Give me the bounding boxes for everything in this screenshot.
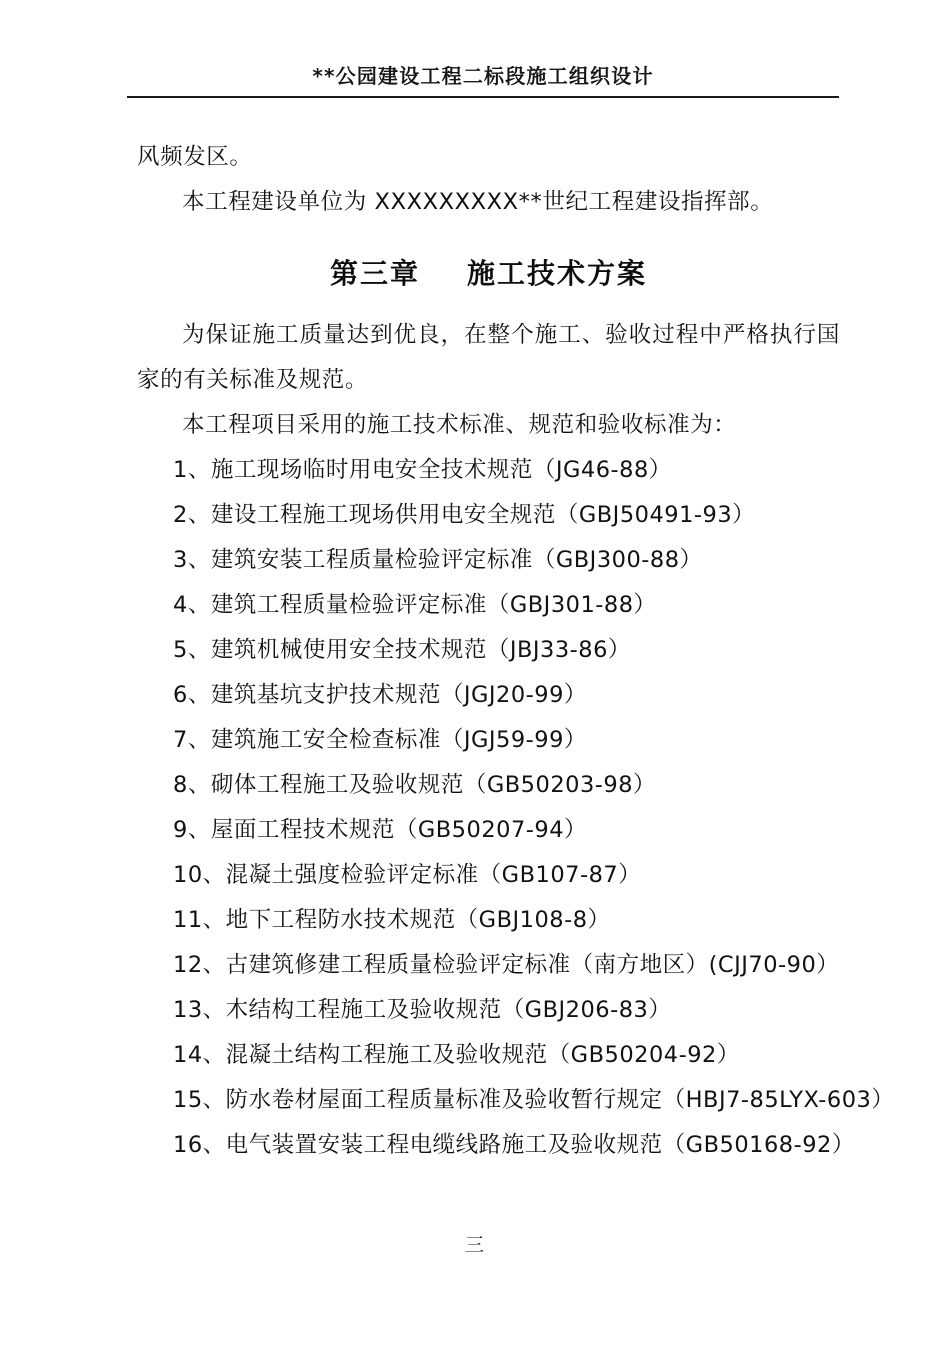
list-item: 6、建筑基坑支护技术规范（JGJ20-99） [173, 682, 587, 708]
list-item: 8、砌体工程施工及验收规范（GB50203-98） [173, 772, 657, 798]
page-number: 三 [464, 1234, 485, 1256]
list-item: 3、建筑安装工程质量检验评定标准（GBJ300-88） [173, 547, 703, 573]
heading-spacer-top [137, 225, 840, 251]
owner-paragraph: 本工程建设单位为 XXXXXXXXX**世纪工程建设指挥部。 [182, 189, 774, 215]
header-title: **公园建设工程二标段施工组织设计 [312, 64, 654, 88]
running-header [127, 62, 839, 98]
list-item: 14、混凝土结构工程施工及验收规范（GB50204-92） [173, 1042, 740, 1068]
chapter-heading: 第三章 施工技术方案 [330, 257, 647, 290]
list-item: 15、防水卷材屋面工程质量标准及验收暂行规定（HBJ7-85LYX-603） [173, 1087, 895, 1113]
list-item: 10、混凝土强度检验评定标准（GB107-87） [173, 862, 642, 888]
list-item: 4、建筑工程质量检验评定标准（GBJ301-88） [173, 592, 657, 618]
quality-paragraph: 为保证施工质量达到优良，在整个施工、验收过程中严格执行国家的有关标准及规范。 [137, 322, 840, 393]
header-divider [127, 96, 839, 98]
list-item: 7、建筑施工安全检查标准（JGJ59-99） [173, 727, 587, 753]
list-item: 11、地下工程防水技术规范（GBJ108-8） [173, 907, 611, 933]
list-item: 12、古建筑修建工程质量检验评定标准（南方地区）(CJJ70-90） [173, 952, 840, 978]
heading-spacer-bottom [137, 297, 840, 313]
list-item: 16、电气装置安装工程电缆线路施工及验收规范（GB50168-92） [173, 1132, 855, 1158]
list-item: 13、木结构工程施工及验收规范（GBJ206-83） [173, 997, 672, 1023]
standards-intro-paragraph: 本工程项目采用的施工技术标准、规范和验收标准为： [182, 412, 737, 438]
list-item: 9、屋面工程技术规范（GB50207-94） [173, 817, 588, 843]
document-body [137, 135, 895, 1168]
list-item: 5、建筑机械使用安全技术规范（JBJ33-86） [173, 637, 631, 663]
standards-list [137, 448, 895, 1168]
list-item: 1、施工现场临时用电安全技术规范（JG46-88） [173, 457, 672, 483]
continued-paragraph: 风频发区。 [137, 144, 253, 170]
list-item: 2、建设工程施工现场供用电安全规范（GBJ50491-93） [173, 502, 756, 528]
page-footer [0, 1232, 950, 1258]
